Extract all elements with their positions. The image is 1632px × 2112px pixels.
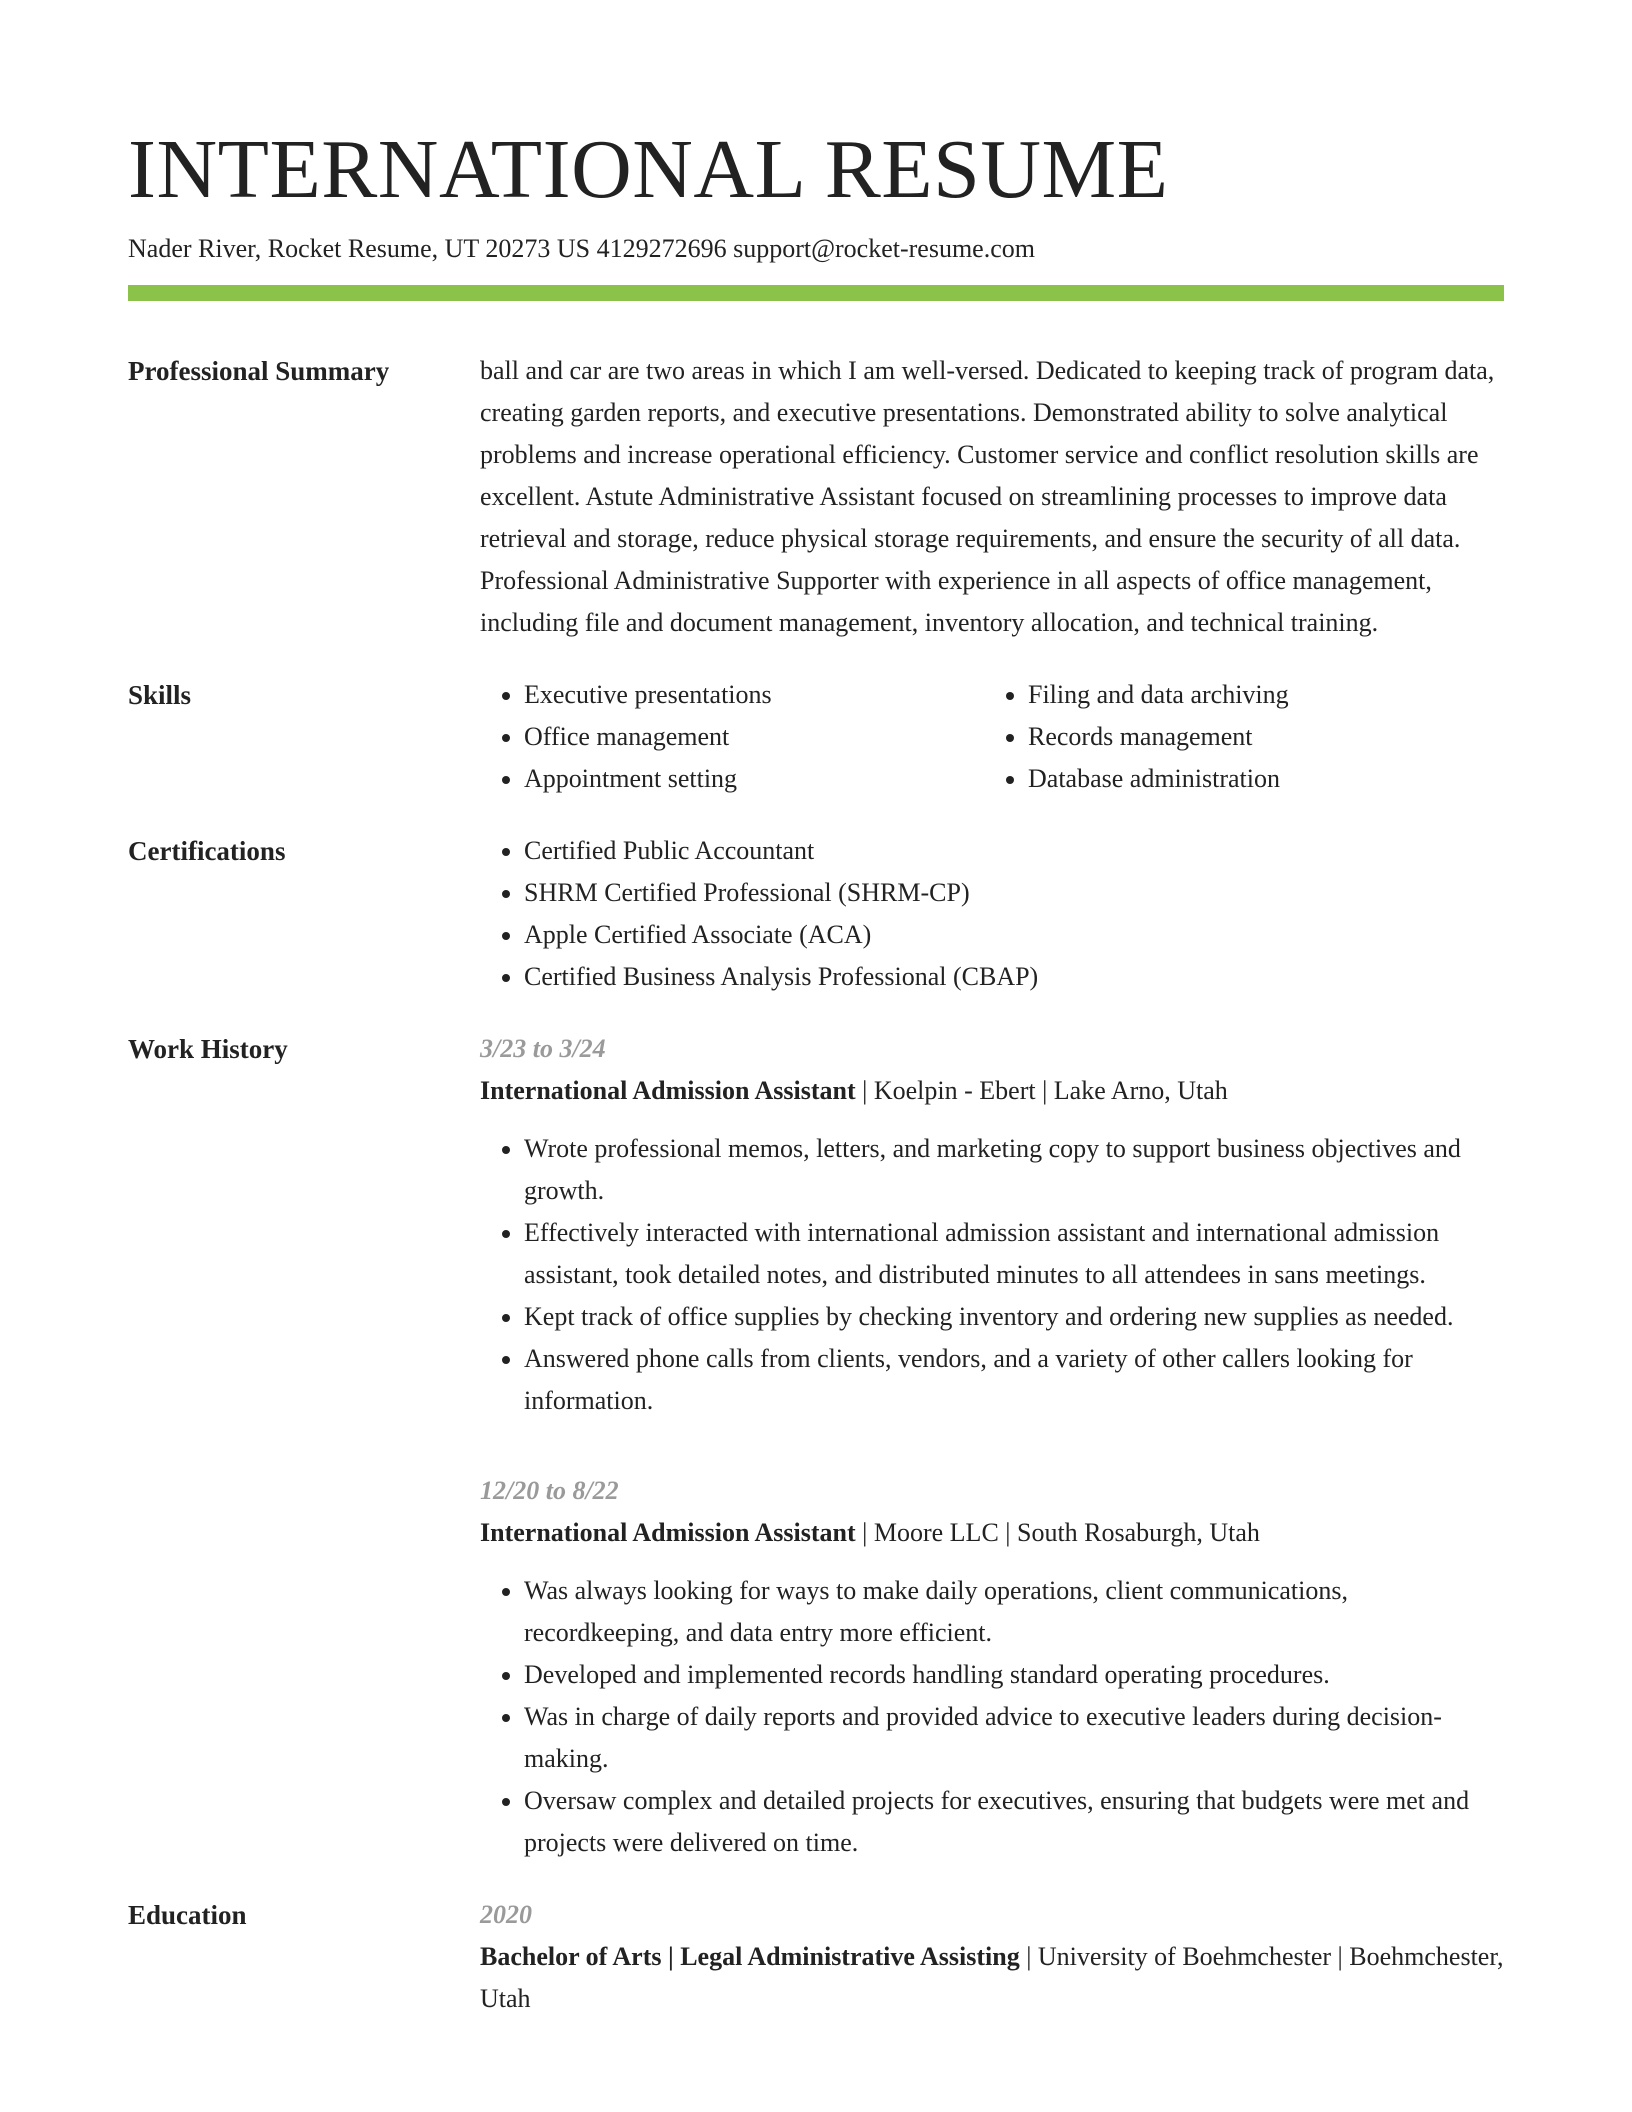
job-dates: 12/20 to 8/22 (480, 1476, 619, 1505)
job-title: International Admission Assistant (480, 1076, 856, 1105)
job-entry (480, 1028, 1504, 1422)
skills-list-right (984, 674, 1488, 800)
job-bullet: • Wrote professional memos, letters, and marketing copy to support business objectives and growth. (524, 1128, 1504, 1212)
job-bullet: • Was always looking for ways to make daily operations, client communications, recordkeeping, and data entry more efficient. (524, 1570, 1504, 1654)
certification-item: • Certified Public Accountant (524, 830, 1504, 872)
summary-body (480, 350, 1504, 644)
job-bullet: • Developed and implemented records handling standard operating procedures. (524, 1654, 1504, 1696)
skill-item: • Filing and data archiving (1028, 674, 1488, 716)
skill-item: • Database administration (1028, 758, 1488, 800)
skills-body (480, 674, 1504, 800)
certification-item: • SHRM Certified Professional (SHRM-CP) (524, 872, 1504, 914)
education-year: 2020 (480, 1900, 532, 1929)
education-body (480, 1894, 1504, 2020)
resume-title: INTERNATIONAL RESUME (128, 123, 1169, 216)
work-history-body (480, 1028, 1504, 1864)
job-bullet: • Answered phone calls from clients, vendors, and a variety of other callers looking for information. (524, 1338, 1504, 1422)
skills-label: Skills (128, 680, 192, 710)
education-school: | University of Boehmchester | Boehmchester, Utah (480, 1942, 1504, 2013)
education-label: Education (128, 1900, 247, 1930)
skill-item: • Office management (524, 716, 984, 758)
resume-sections (128, 350, 1504, 2020)
job-role-line (480, 1512, 1504, 1554)
contact-line: Nader River, Rocket Resume, UT 20273 US 4129272696 support@rocket-resume.com (128, 234, 1035, 263)
work-history-section (128, 1028, 1504, 1864)
work-history-label: Work History (128, 1034, 288, 1064)
education-degree: Bachelor of Arts | Legal Administrative Assisting (480, 1942, 1020, 1971)
certifications-label: Certifications (128, 836, 286, 866)
skill-item: • Appointment setting (524, 758, 984, 800)
job-bullets (480, 1128, 1504, 1422)
skills-columns (480, 674, 1504, 800)
job-bullet: • Kept track of office supplies by checking inventory and ordering new supplies as needed. (524, 1296, 1504, 1338)
job-entry (480, 1470, 1504, 1864)
skills-section (128, 674, 1504, 800)
summary-label: Professional Summary (128, 356, 390, 386)
certifications-body (480, 830, 1504, 998)
job-details: | Moore LLC | South Rosaburgh, Utah (855, 1518, 1260, 1547)
certification-item: • Certified Business Analysis Professional (CBAP) (524, 956, 1504, 998)
job-bullets (480, 1570, 1504, 1864)
job-bullet: • Was in charge of daily reports and provided advice to executive leaders during decision-making. (524, 1696, 1504, 1780)
skill-item: • Records management (1028, 716, 1488, 758)
job-dates: 3/23 to 3/24 (480, 1034, 606, 1063)
summary-section (128, 350, 1504, 644)
education-section (128, 1894, 1504, 2020)
job-details: | Koelpin - Ebert | Lake Arno, Utah (855, 1076, 1228, 1105)
job-title: International Admission Assistant (480, 1518, 856, 1547)
certifications-list (480, 830, 1504, 998)
certifications-section (128, 830, 1504, 998)
skills-list-left (480, 674, 984, 800)
summary-text: ball and car are two areas in which I am well-versed. Dedicated to keeping track of program data, creating garden reports, and executive presentations. Demonstrated ability to solve analytical problems and increase operational efficiency. Customer service and conflict resolution skills are excellent. Astute Administrative Assistant focused on streamlining processes to improve data retrieval and storage, reduce physical storage requirements, and ensure the security of all data. Professional Administrative Supporter with experience in all aspects of office management, including file and document management, inventory allocation, and technical training. (480, 356, 1495, 637)
skill-item: • Executive presentations (524, 674, 984, 716)
job-bullet: • Effectively interacted with international admission assistant and international admission assistant, took detailed notes, and distributed minutes to all attendees in sans meetings. (524, 1212, 1504, 1296)
certification-item: • Apple Certified Associate (ACA) (524, 914, 1504, 956)
accent-rule (128, 285, 1504, 301)
job-bullet: • Oversaw complex and detailed projects for executives, ensuring that budgets were met and projects were delivered on time. (524, 1780, 1504, 1864)
education-line (480, 1936, 1504, 2020)
job-role-line (480, 1070, 1504, 1112)
